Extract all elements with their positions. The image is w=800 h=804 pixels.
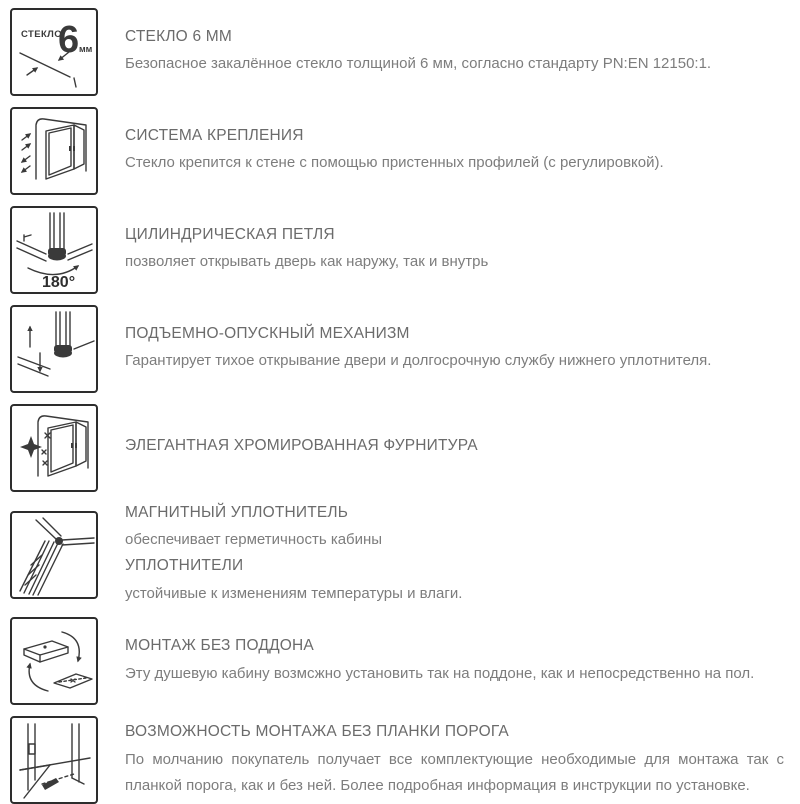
glass-6mm-icon (10, 8, 98, 96)
feature-text-glass-6mm (125, 27, 788, 77)
feature-text-chrome-hardware (125, 436, 788, 460)
glass-icon-value: 6 (58, 19, 80, 61)
feature-text-lift-mechanism (125, 324, 788, 374)
feature-row-chrome-hardware (10, 404, 788, 492)
feature-title: СТЕКЛО 6 ММ (125, 27, 232, 45)
no-threshold-strip-icon (10, 716, 98, 804)
feature-text-no-tray (125, 636, 788, 686)
feature-title: ЭЛЕГАНТНАЯ ХРОМИРОВАННАЯ ФУРНИТУРА (125, 436, 478, 454)
feature-title: ПОДЪЕМНО-ОПУСКНЫЙ МЕХАНИЗМ (125, 324, 410, 342)
feature-title: ЦИЛИНДРИЧЕСКАЯ ПЕТЛЯ (125, 225, 335, 243)
feature-title-secondary: УПЛОТНИТЕЛИ (125, 557, 244, 575)
feature-description-secondary: устойчивые к изменениям температуры и влаги. (125, 584, 463, 602)
feature-description: позволяет открывать дверь как наружу, так и внутрь (125, 253, 489, 271)
feature-row-lift-mechanism (10, 305, 788, 393)
magnetic-seal-icon (10, 511, 98, 599)
feature-description: Эту душевую кабину возмсжно установить так на поддоне, как и непосредственно на пол. (125, 664, 755, 682)
lift-lower-mechanism-icon (10, 305, 98, 393)
feature-row-mounting-system (10, 107, 788, 195)
feature-title: ВОЗМОЖНОСТЬ МОНТАЖА БЕЗ ПЛАНКИ ПОРОГА (125, 723, 509, 741)
feature-description: Безопасное закалённое стекло толщиной 6 мм, согласно стандарту PN:EN 12150:1. (125, 55, 712, 73)
feature-description: По молчанию покупатель получает все комплектующие необходимые для монтажа так с планкой порога, как и без ней. Более подробная информация в инструкции по установке. (125, 750, 784, 794)
chrome-hardware-cabin-icon (10, 404, 98, 492)
feature-description: Стекло крепится к стене с помощью пристенных профилей (с регулировкой). (125, 154, 664, 172)
hinge-angle-label: 180° (42, 274, 76, 291)
wall-mount-cabin-icon (10, 107, 98, 195)
feature-row-no-threshold (10, 716, 788, 804)
feature-title: МОНТАЖ БЕЗ ПОДДОНА (125, 637, 314, 655)
feature-title: МАГНИТНЫЙ УПЛОТНИТЕЛЬ (125, 504, 349, 521)
feature-row-glass-6mm (10, 8, 788, 96)
feature-text-cylindrical-hinge (125, 225, 788, 275)
feature-description: обеспечивает герметичность кабины (125, 531, 383, 549)
feature-row-magnetic-seal (10, 503, 788, 606)
glass-icon-label: СТЕКЛО (21, 29, 63, 40)
threshold-bar (42, 778, 59, 790)
no-tray-mounting-icon (10, 617, 98, 705)
feature-text-magnetic-seal (125, 503, 788, 606)
feature-row-cylindrical-hinge (10, 206, 788, 294)
feature-row-no-tray (10, 617, 788, 705)
feature-text-mounting-system (125, 126, 788, 176)
feature-description: Гарантирует тихое открывание двери и долгосрочную службу нижнего уплотнителя. (125, 352, 712, 370)
feature-text-no-threshold (125, 722, 788, 798)
glass-icon-unit: мм (79, 44, 93, 54)
cylindrical-hinge-icon (10, 206, 98, 294)
feature-title: СИСТЕМА КРЕПЛЕНИЯ (125, 126, 304, 144)
